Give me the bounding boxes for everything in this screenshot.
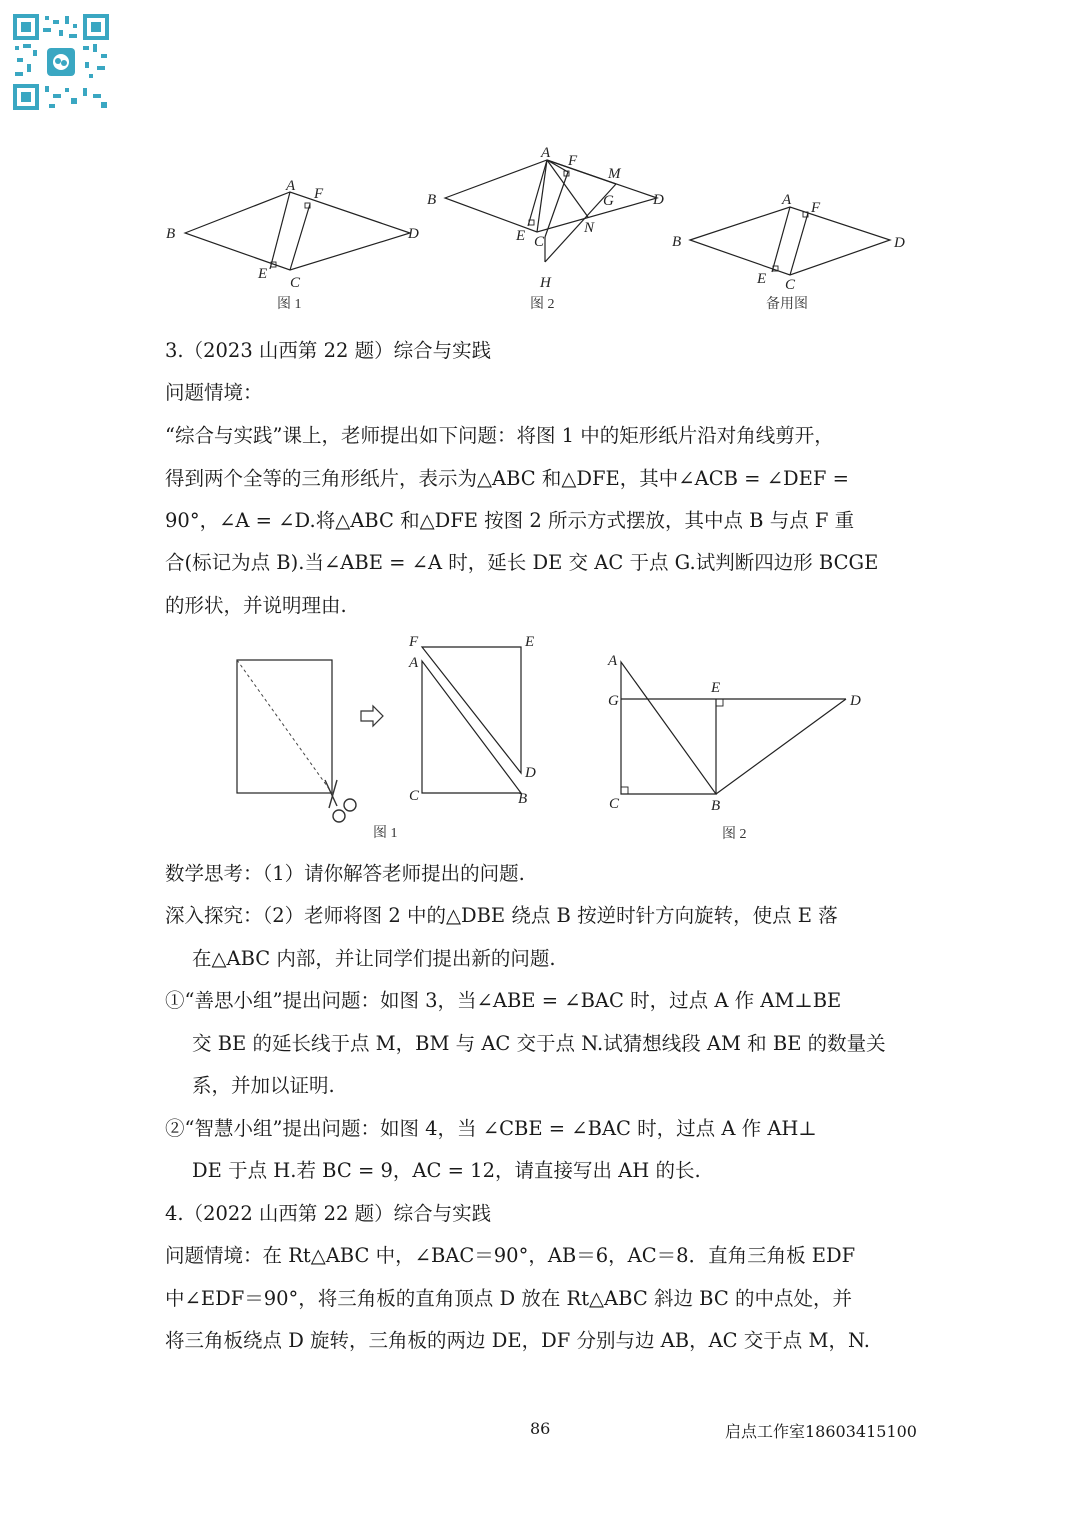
figure-top-2 <box>420 140 680 320</box>
label-a: A <box>286 178 296 194</box>
problem3-para-line: 得到两个全等的三角形纸片，表示为△ABC 和△DFE，其中∠ACB = ∠DEF = <box>165 467 849 490</box>
page-number: 86 <box>530 1419 551 1438</box>
problem3-figure-1 <box>225 630 555 850</box>
label-c: C <box>290 275 301 291</box>
problem4-line: 问题情境：在 Rt△ABC 中，∠BAC＝90°，AB＝6，AC＝8．直角三角板 EDF <box>165 1244 856 1267</box>
label-c: C <box>609 796 620 812</box>
figure-caption: 图 1 <box>277 297 302 312</box>
figure-caption: 图 2 <box>722 827 747 842</box>
label-e: E <box>258 266 268 282</box>
problem3-heading: 3.（2023 山西第 22 题）综合与实践 <box>165 339 492 362</box>
question-1: 数学思考：（1）请你解答老师提出的问题. <box>165 862 525 885</box>
figure-caption: 图 1 <box>373 826 398 841</box>
question-2-line: 深入探究：（2）老师将图 2 中的△DBE 绕点 B 按逆时针方向旋转，使点 E 落 <box>165 904 838 927</box>
label-e: E <box>516 228 526 244</box>
footer-studio: 启点工作室18603415100 <box>725 1422 917 1441</box>
label-d: D <box>408 226 419 242</box>
label-b: B <box>166 226 176 242</box>
label-m: M <box>608 166 621 182</box>
scissors-icon <box>325 780 356 822</box>
label-c: C <box>534 234 545 250</box>
label-n: N <box>584 220 595 236</box>
label-a: A <box>409 655 419 671</box>
arrow-right-icon <box>361 706 383 726</box>
label-c: C <box>785 277 796 293</box>
label-f: F <box>811 200 821 216</box>
subquestion-1-line: 交 BE 的延长线于点 M，BM 与 AC 交于点 N.试猜想线段 AM 和 BE 的数量关 <box>192 1032 886 1055</box>
subquestion-1-line: 系，并加以证明. <box>192 1074 335 1097</box>
label-f: F <box>409 634 419 650</box>
label-d: D <box>653 192 664 208</box>
figure-top-3 <box>665 185 925 320</box>
problem3-para-line: “综合与实践”课上，老师提出如下问题：将图 1 中的矩形纸片沿对角线剪开， <box>165 424 834 447</box>
qr-code-image <box>13 14 109 110</box>
subquestion-2-line: DE 于点 H.若 BC = 9，AC = 12，请直接写出 AH 的长. <box>192 1159 701 1182</box>
figure-caption: 图 2 <box>530 297 555 312</box>
problem4-heading: 4.（2022 山西第 22 题）综合与实践 <box>165 1202 492 1225</box>
label-e: E <box>757 271 767 287</box>
label-f: F <box>314 186 324 202</box>
label-a: A <box>608 653 618 669</box>
label-g: G <box>603 193 614 209</box>
label-b: B <box>711 798 721 814</box>
problem3-figure-2 <box>600 645 880 850</box>
problem3-para-line: 合(标记为点 B).当∠ABE = ∠A 时，延长 DE 交 AC 于点 G.试判断四边形 BCGE <box>165 551 879 574</box>
figure-caption: 备用图 <box>766 297 808 312</box>
label-d: D <box>850 693 861 709</box>
label-a: A <box>782 192 792 208</box>
subquestion-2-line: ②“智慧小组”提出问题：如图 4，当 ∠CBE = ∠BAC 时，过点 A 作 AH⊥ <box>165 1117 817 1140</box>
figure-top-1 <box>160 170 430 320</box>
label-b: B <box>518 791 528 807</box>
problem3-situation-title: 问题情境： <box>165 381 263 404</box>
problem3-para-line: 90°，∠A = ∠D.将△ABC 和△DFE 按图 2 所示方式摆放，其中点 B 与点 F 重 <box>165 509 855 532</box>
label-e: E <box>711 680 721 696</box>
problem4-line: 将三角板绕点 D 旋转，三角板的两边 DE，DF 分别与边 AB，AC 交于点 M，N. <box>165 1329 870 1352</box>
problem3-para-line: 的形状，并说明理由. <box>165 594 347 617</box>
label-b: B <box>427 192 437 208</box>
label-f: F <box>568 153 578 169</box>
label-d: D <box>894 235 905 251</box>
problem4-line: 中∠EDF＝90°，将三角板的直角顶点 D 放在 Rt△ABC 斜边 BC 的中点处，并 <box>165 1287 852 1310</box>
label-a: A <box>541 145 551 161</box>
label-d: D <box>525 765 536 781</box>
label-b: B <box>672 234 682 250</box>
label-c: C <box>409 788 420 804</box>
question-2-line: 在△ABC 内部，并让同学们提出新的问题. <box>192 947 556 970</box>
subquestion-1-line: ①“善思小组”提出问题：如图 3，当∠ABE = ∠BAC 时，过点 A 作 AM⊥BE <box>165 989 842 1012</box>
label-g: G <box>608 693 619 709</box>
label-h: H <box>540 275 551 291</box>
label-e: E <box>525 634 535 650</box>
